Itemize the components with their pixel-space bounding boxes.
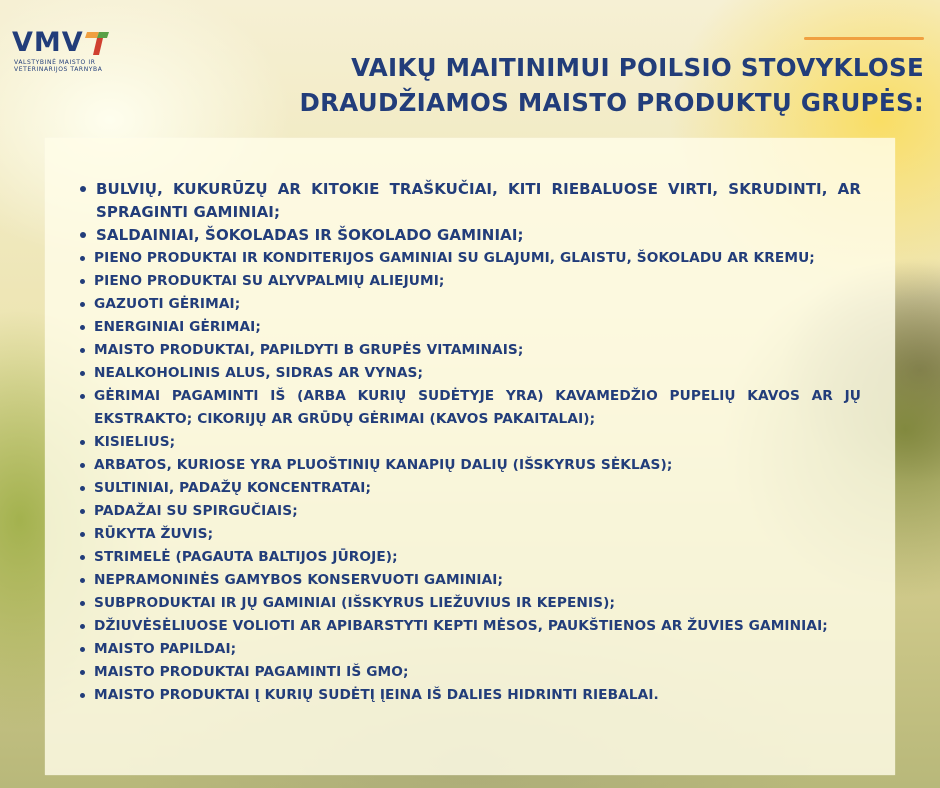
accent-line	[804, 37, 924, 40]
list-item: DŽIUVĖSĖLIUOSE VOLIOTI AR APIBARSTYTI KEPTI MĖSOS, PAUKŠTIENOS AR ŽUVIES GAMINIAI;	[79, 615, 861, 638]
list-item: STRIMELĖ (PAGAUTA BALTIJOS JŪROJE);	[79, 546, 861, 569]
list-item: MAISTO PRODUKTAI, PAPILDYTI B GRUPĖS VITAMINAIS;	[79, 339, 861, 362]
title-line2: DRAUDŽIAMOS MAISTO PRODUKTŲ GRUPĖS:	[299, 88, 924, 117]
list-item: ARBATOS, KURIOSE YRA PLUOŠTINIŲ KANAPIŲ DALIŲ (IŠSKYRUS SĖKLAS);	[79, 454, 861, 477]
vmvt-logo	[12, 27, 111, 73]
logo-t-icon	[85, 30, 111, 56]
page-title	[299, 50, 924, 120]
list-item: MAISTO PRODUKTAI PAGAMINTI IŠ GMO;	[79, 661, 861, 684]
list-item: PIENO PRODUKTAI IR KONDITERIJOS GAMINIAI SU GLAJUMI, GLAISTU, ŠOKOLADU AR KREMU;	[79, 247, 861, 270]
list-item: NEPRAMONINĖS GAMYBOS KONSERVUOTI GAMINIAI;	[79, 569, 861, 592]
list-item: GAZUOTI GĖRIMAI;	[79, 293, 861, 316]
logo-subtitle	[14, 59, 111, 73]
list-item: PIENO PRODUKTAI SU ALYVPALMIŲ ALIEJUMI;	[79, 270, 861, 293]
list-item: SUBPRODUKTAI IR JŲ GAMINIAI (IŠSKYRUS LIEŽUVIUS IR KEPENIS);	[79, 592, 861, 615]
list-item: SULTINIAI, PADAŽŲ KONCENTRATAI;	[79, 477, 861, 500]
list-item: ENERGINIAI GĖRIMAI;	[79, 316, 861, 339]
logo-subtitle-line2: VETERINARIJOS TARNYBA	[14, 66, 103, 73]
logo-subtitle-line1: VALSTYBINĖ MAISTO IR	[14, 59, 96, 66]
logo-mark	[12, 27, 111, 58]
list-item: NEALKOHOLINIS ALUS, SIDRAS AR VYNAS;	[79, 362, 861, 385]
list-item: RŪKYTA ŽUVIS;	[79, 523, 861, 546]
title-line1: VAIKŲ MAITINIMUI POILSIO STOVYKLOSE	[351, 53, 924, 82]
list-item: SALDAINIAI, ŠOKOLADAS IR ŠOKOLADO GAMINIAI;	[79, 224, 861, 247]
list-item: GĖRIMAI PAGAMINTI IŠ (ARBA KURIŲ SUDĖTYJE YRA) KAVAMEDŽIO PUPELIŲ KAVOS AR JŲ EKSTRAKTO; CIKORIJŲ AR GRŪDŲ GĖRIMAI (KAVOS PAKAITALAI);	[79, 385, 861, 431]
list-item: MAISTO PAPILDAI;	[79, 638, 861, 661]
prohibited-list	[79, 178, 861, 707]
logo-wordmark: VMV	[12, 27, 84, 58]
list-item: PADAŽAI SU SPIRGUČIAIS;	[79, 500, 861, 523]
list-item: BULVIŲ, KUKURŪZŲ AR KITOKIE TRAŠKUČIAI, KITI RIEBALUOSE VIRTI, SKRUDINTI, AR SPRAGINTI GAMINIAI;	[79, 178, 861, 224]
content-card	[45, 138, 895, 775]
list-item: MAISTO PRODUKTAI Į KURIŲ SUDĖTĮ ĮEINA IŠ DALIES HIDRINTI RIEBALAI.	[79, 684, 861, 707]
list-item: KISIELIUS;	[79, 431, 861, 454]
